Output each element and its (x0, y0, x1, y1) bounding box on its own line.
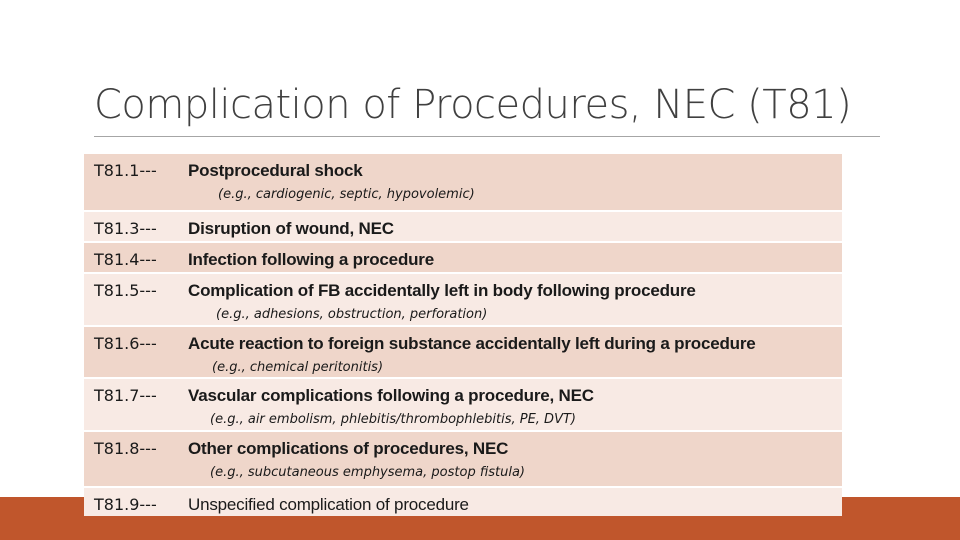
table-row (84, 377, 842, 430)
table-row (84, 154, 842, 210)
table-row (84, 430, 842, 486)
row-example: (e.g., air embolism, phlebitis/thrombophlebitis, PE, DVT) (210, 412, 576, 427)
row-description: Other complications of procedures, NEC (188, 439, 509, 458)
page-title: Complication of Procedures, NEC (T81) (94, 82, 852, 128)
row-description: Disruption of wound, NEC (188, 219, 394, 238)
row-code: T81.3--- (94, 219, 157, 238)
row-description: Infection following a procedure (188, 250, 434, 269)
row-example: (e.g., subcutaneous emphysema, postop fistula) (210, 465, 525, 480)
row-description: Complication of FB accidentally left in body following procedure (188, 281, 696, 300)
row-code: T81.5--- (94, 281, 157, 300)
table-row (84, 486, 842, 516)
row-code: T81.9--- (94, 495, 157, 514)
row-description: Vascular complications following a procedure, NEC (188, 386, 594, 405)
row-example: (e.g., cardiogenic, septic, hypovolemic) (218, 187, 475, 202)
row-code: T81.1--- (94, 161, 157, 180)
title-divider (94, 136, 880, 137)
table-row (84, 325, 842, 377)
row-description: Postprocedural shock (188, 161, 363, 180)
row-example: (e.g., chemical peritonitis) (212, 360, 384, 375)
row-code: T81.7--- (94, 386, 157, 405)
row-code: T81.8--- (94, 439, 157, 458)
row-description: Unspecified complication of procedure (188, 495, 469, 514)
row-example: (e.g., adhesions, obstruction, perforation) (216, 307, 488, 322)
table-row (84, 241, 842, 272)
codes-table (84, 154, 842, 516)
row-code: T81.4--- (94, 250, 157, 269)
table-row (84, 210, 842, 241)
row-description: Acute reaction to foreign substance accidentally left during a procedure (188, 334, 756, 353)
table-row (84, 272, 842, 325)
row-code: T81.6--- (94, 334, 157, 353)
